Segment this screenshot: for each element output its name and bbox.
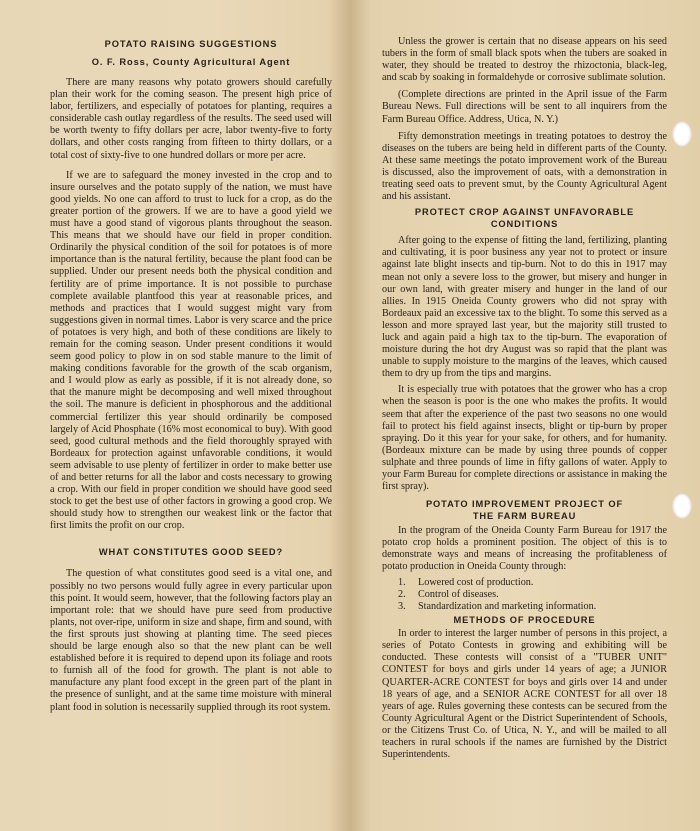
intro-paragraph: There are many reasons why potato growers should carefully plan their work for the coming season. The present high price of labor, fertilizers, and especially of potatoes for planting, requires a considerable cash outlay regardless of the results. The seed used will be worth twenty to fifty dollars per acre, labor twenty-five to forty dollars, and other costs ranging from fifteen to thirty dollars, or a total cost of sixty-five to one hundred dollars or more per acre. (50, 77, 332, 161)
protect-crop-paragraph: After going to the expense of fitting the land, fertilizing, planting and cultivating, it is poor business any year not to protect or insure against late blight insects and tip-burn. Not to do this in 1917 may mean not only a severe loss to the grower, but misery and hunger in our own land, with greater misery and hunger in the land of our allies. In 1915 Oneida County growers who did not spray with Bordeaux paid an excessive tax to the blight. To some this served as a lesson and more sprayed last year, but the majority still trusted to luck and again paid a high tax to the tip-burn. The evaporation of moisture during the hot dry August was so rapid that the plant was unable to supply moisture to the margins of the leaves, which caused them to dry up from the tips and margins. (382, 235, 667, 380)
section-heading-improvement-project: POTATO IMPROVEMENT PROJECT OF THE FARM BUREAU (425, 499, 624, 522)
directions-note-paragraph: (Complete directions are printed in the April issue of the Farm Bureau News. Full directions will be sent to all inquirers from the Farm Bureau Office. Address, Utica, N. Y.) (382, 89, 667, 125)
program-paragraph: In the program of the Oneida County Farm Bureau for 1917 the potato crop holds a prominent position. The object of this is to demonstrate ways and means of increasing the profitableness of potato production in Oneida County through: (382, 525, 667, 573)
spraying-paragraph: It is especially true with potatoes that the grower who has a crop when the season is poor is the one who makes the profits. It would seem that after the experience of the past two seasons no one would fail to protect his field against insects, blight or tip-burn by proper spraying. Do it this year for your sake, for others, and for humanity. (Bordeaux mixture can be made by using three pounds of copper sulphate and three pounds of lime in fifty gallons of water. Apply to your Farm Bureau for complete directions or assistance in making the first spray). (382, 384, 667, 493)
seed-treatment-paragraph: Unless the grower is certain that no disease appears on his seed tubers in the form of small black spots when the tubers are soaked in water, they should be treated to destroy the rhizoctonia, black-leg, and scab by soaking in formaldehyde or corrosive sublimate solution. (382, 36, 667, 84)
section-heading-good-seed: WHAT CONSTITUTES GOOD SEED? (98, 547, 284, 558)
article-title: POTATO RAISING SUGGESTIONS (104, 39, 278, 49)
right-column (382, 0, 667, 761)
list-item: 3. Standardization and marketing information. (398, 600, 597, 612)
article-byline: O. F. Ross, County Agricultural Agent (91, 57, 291, 67)
list-item: 2. Control of diseases. (398, 588, 499, 600)
left-column (50, 0, 332, 714)
good-seed-paragraph: The question of what constitutes good seed is a vital one, and possibly no two persons would fully agree in every particular upon this point. It would seem, however, that the following factors play an important role: that we should have pure seed from productive plants, not over-ripe, uniform in size and shape, firm and sound, with the first sprouts just showing at planting time. The seed pieces should be large enough also so that the new plant can be well established before it is required to depend upon its foliage and roots to furnish all of the food for growth. The plant is not able to manufacture any plant food except in the green part of the plant in the presence of sunlight, and at the same time moisture with mineral plant food in solution is necessarily supplied through its root system. (50, 568, 332, 713)
demonstration-meetings-paragraph: Fifty demonstration meetings in treating potatoes to destroy the diseases on the tubers are being held in different parts of the County. At these same meetings the potato improvement work of the Bureau is discussed, also the improvement of oats, with a demonstration in treating seed oats to prevent smut, by the County Agricultural Agent and his assistant. (382, 130, 667, 203)
punch-hole (672, 493, 692, 519)
list-item: 1. Lowered cost of production. (398, 576, 534, 588)
methods-paragraph: In order to interest the larger number of persons in this project, a series of Potato Contests in growing and exhibiting will be conducted. These contests will consist of a "TUBER UNIT" CONTEST for boys and girls under 14 years of age; a JUNIOR QUARTER-ACRE CONTEST for boys and girls over 14 and under 18 years of age, and a SENIOR ACRE CONTEST for all over 18 years of age. Rules governing these contests can be secured from the County Agricultural Agent or the District Superintendent of Schools, or the Citizens Trust Co. of Utica, N. Y., and will be mailed to all teachers in rural schools if the names are furnished by the District Superintendents. (382, 628, 667, 761)
section-heading-methods: METHODS OF PROCEDURE (453, 615, 596, 626)
body-paragraph: If we are to safeguard the money invested in the crop and to insure ourselves and the potato supply of the nation, we must have good yields. No one can afford to trust to luck for a crop, as do the greater portion of the growers. If we are to have a good yield we must have a good stand of vigorous plants throughout the season. This means that we should have our field in proper condition. Ordinarily the physical condition of the soil for potatoes is of more importance than is the natural fertility, because the plant food can be supplied. Under our present needs both the physical condition and fertility are of prime importance. It is not possible to purchase complete available plantfood this year at reasonable prices, and methods and practices that I would suggest might vary from suggestions given in normal times. Labor is very scarce and the price of potatoes is very high, and both of these conditions are likely to remain for the coming season. Under present conditions it would seem good policy to plow in on sod stable manure to the limit of making conditions favorable for the growth of the scab organism, and I would plow as early as possible, if it is not already done, so that the manure might be decomposing and well mixed throughout the soil. The manure is deficient in phosphorous and the additional commercial fertilizer this year should ordinarily be composed largely of Acid Phosphate (16% most economical to buy). With good seed, good cultural methods and the field thoroughly sprayed with Bordeaux for protection against unfavorable conditions, it would seem advisable to use plenty of fertilizer in order to make better use of and better returns for all the labor and costs necessary to growing a crop. With our field in proper condition we should have good seed stock to get the best use of other factors in growing a good crop. We should study how to strengthen our weakest link or the factor that first limits the profit on our crop. (50, 169, 332, 532)
punch-hole (672, 121, 692, 147)
section-heading-protect-crop: PROTECT CROP AGAINST UNFAVORABLE CONDITIONS (414, 207, 635, 230)
